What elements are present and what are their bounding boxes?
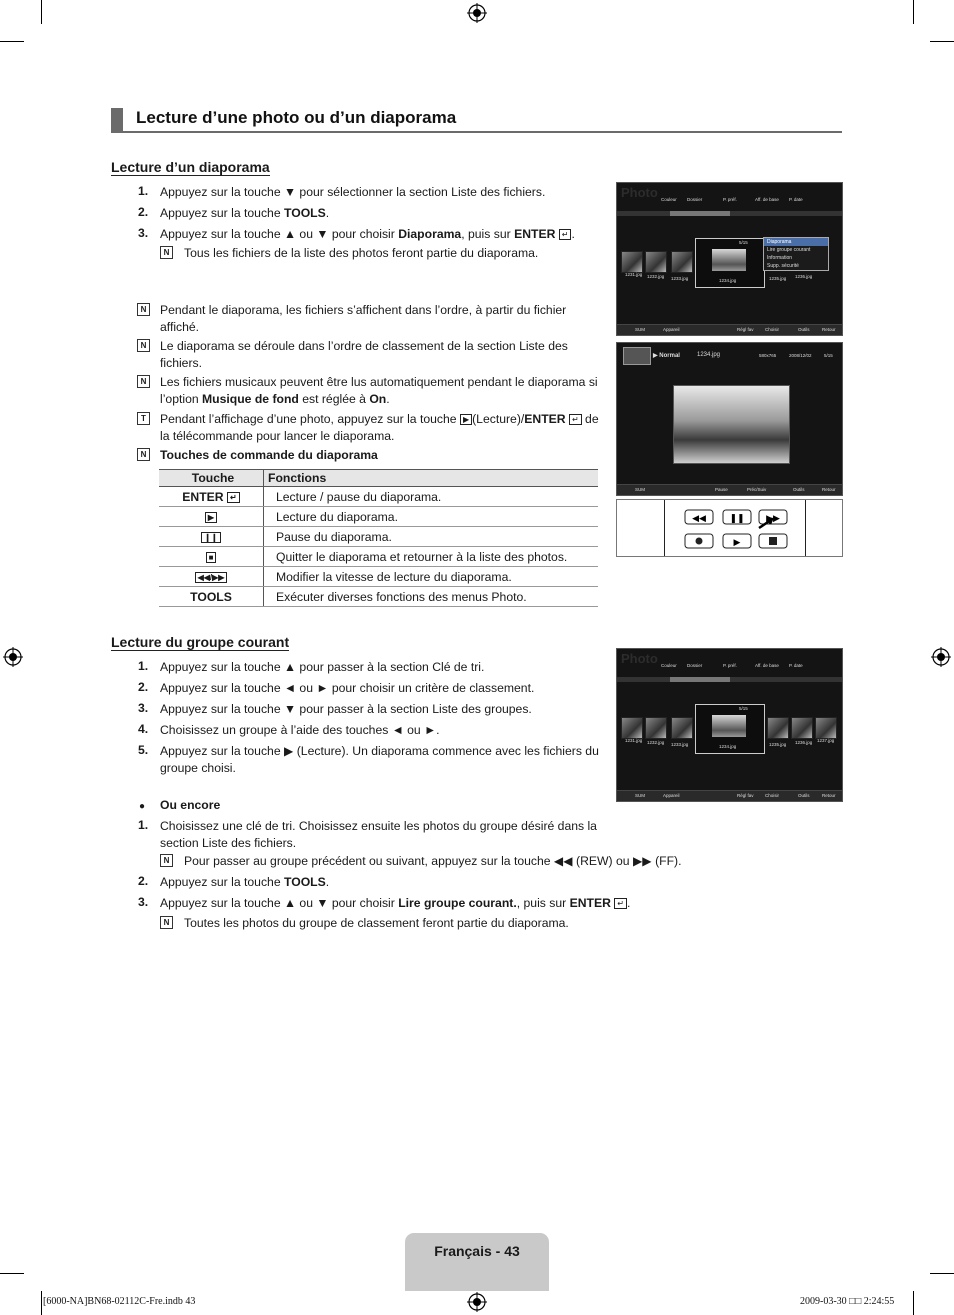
control-keys-table [159,469,598,607]
title-rule [111,131,842,133]
or-label: Ou encore [160,798,221,812]
step-number: 2. [138,874,149,888]
photo-thumbnail [621,251,643,273]
table-row [159,487,598,507]
crop-mark [930,41,954,42]
function-cell: Exécuter diverses fonctions des menus Photo. [264,587,599,607]
function-cell: Pause du diaporama. [264,527,599,547]
function-cell: Quitter le diaporama et retourner à la liste des photos. [264,547,599,567]
thumbnail-strip [621,717,693,739]
footer-item: Appareil [663,793,680,798]
file-name: 1232.jpg [647,740,665,745]
sort-tab: P. date [789,663,803,668]
crop-mark [913,0,914,24]
table-row [159,527,598,547]
enter-key-icon: ↵ [559,229,572,240]
svg-text:▶▶: ▶▶ [766,514,780,524]
photo-thumbnail [815,717,837,739]
footer-item: Régl fav [737,793,754,798]
sort-tab: P. date [789,197,803,202]
thumbnail-strip [621,251,693,273]
screen-title: Photo [621,651,658,666]
file-counter: 5/15 [739,706,748,711]
stop-key-icon: ■ [206,552,217,563]
step-number: 1. [138,184,149,198]
displayed-photo [673,385,790,464]
file-name: 1235.jpg [769,742,787,747]
footer-item: Outils [793,487,805,492]
step-text: Appuyez sur la touche TOOLS. [160,875,330,889]
footer-item: Appareil [663,327,680,332]
key-cell [159,567,264,587]
photo-thumbnail [671,717,693,739]
sort-tab: Dossier [687,197,703,202]
function-cell: Modifier la vitesse de lecture du diaporama. [264,567,599,587]
enter-key-icon: ↵ [569,414,582,425]
title-accent-bar [111,108,123,132]
photo-browser-screen-2 [616,648,843,802]
crop-mark [41,0,42,24]
footer-item: Outils [798,793,810,798]
note-text: Le diaporama se déroule dans l’ordre de classement de la section Liste des fichiers. [160,339,568,370]
playback-buttons-icon [683,508,793,552]
selected-photo [712,715,746,737]
file-name: 1234.jpg [719,744,737,749]
svg-text:◀◀: ◀◀ [692,514,706,524]
sort-tab: Couleur [661,663,677,668]
file-name: 1236.jpg [795,274,813,279]
screen-footer [617,324,842,335]
footer-item: SUM [635,793,645,798]
footer-item: SUM [635,487,645,492]
note-icon: N [160,916,173,929]
file-counter: 5/15 [739,240,748,245]
footer-item: Retour [822,487,836,492]
section-heading-group: Lecture du groupe courant [111,634,290,650]
footer-item: SUM [635,327,645,332]
page-number: Français - 43 [434,1243,520,1259]
screen-footer [617,484,842,495]
step-number: 3. [138,895,149,909]
registration-mark-icon [931,647,951,667]
file-name: 1232.jpg [647,274,665,279]
step-number: 5. [138,743,149,757]
selected-photo [712,249,746,271]
note-icon: N [137,303,150,316]
step-text: Appuyez sur la touche ▲ ou ▼ pour choisir Diaporama, puis sur ENTER ↵ . [160,227,575,241]
sort-tab: Aff. de base [755,663,779,668]
print-info-right: 2009-03-30 □□ 2:24:55 [800,1296,895,1307]
resolution: 580x765 [759,353,777,358]
step-number: 4. [138,722,149,736]
table-row [159,507,598,527]
remote-buttons-illustration [616,499,843,557]
file-counter: 5/15 [824,353,833,358]
page-number-tab [405,1233,549,1291]
file-name: 1231.jpg [625,272,643,277]
tip-icon: T [137,412,150,425]
file-name: 1234.jpg [719,278,737,283]
registration-mark-icon [467,1292,487,1312]
footer-item: Pause [715,487,728,492]
note-icon: N [160,854,173,867]
note-icon: N [137,448,150,461]
enter-key-icon: ↵ [227,492,240,503]
note-icon: N [137,339,150,352]
note-text: Tous les fichiers de la liste des photos feront partie du diaporama. [184,246,539,260]
svg-text:▶: ▶ [733,538,741,548]
step-text: Appuyez sur la touche ▲ ou ▼ pour choisir Lire groupe courant., puis sur ENTER ↵ . [160,896,631,910]
enter-key-icon: ↵ [614,898,627,909]
key-cell: ENTER ↵ [159,487,264,507]
sort-tab: Dossier [687,663,703,668]
step-text: Appuyez sur la touche ◄ ou ► pour choisir un critère de classement. [160,681,535,695]
menu-item-information[interactable]: Information [767,255,793,261]
table-row [159,567,598,587]
file-name: 1236.jpg [795,740,813,745]
step-text: Appuyez sur la touche TOOLS. [160,206,330,220]
table-row [159,587,598,607]
section-heading-slideshow: Lecture d’un diaporama [111,159,270,175]
registration-mark-icon [3,647,23,667]
crop-mark [0,41,24,42]
note-icon: N [137,375,150,388]
group-bar-selected [670,211,730,216]
file-name: 1237.jpg [817,738,835,743]
step-text: Appuyez sur la touche ▲ pour passer à la section Clé de tri. [160,660,485,674]
screen-title: Photo [621,185,658,200]
group-bar-selected [670,677,730,682]
step-text: Choisissez une clé de tri. Choisissez ensuite les photos du groupe désiré dans la section Liste des fichiers. [160,819,597,850]
file-name: 1233.jpg [671,276,689,281]
step-number: 1. [138,659,149,673]
step-text: Appuyez sur la touche ▼ pour sélectionner la section Liste des fichiers. [160,185,546,199]
table-caption: Touches de commande du diaporama [160,448,378,462]
key-cell [159,527,264,547]
table-header: Fonctions [264,470,599,487]
file-name: 1233.jpg [671,742,689,747]
crop-mark [913,1291,914,1315]
file-name: 1234.jpg [697,352,721,358]
photo-mode-icon [623,347,651,365]
crop-mark [41,1291,42,1315]
note-text: Pendant l’affichage d’une photo, appuyez sur la touche ▶ (Lecture)/ENTER ↵ de la télécommande pour lancer le diaporama. [160,412,599,443]
photo-thumbnail [791,717,813,739]
tools-popup-menu [763,237,829,271]
photo-thumbnail [645,717,667,739]
key-cell [159,507,264,527]
photo-thumbnail [621,717,643,739]
crop-mark [930,1273,954,1274]
note-text: Pendant le diaporama, les fichiers s’affichent dans l’ordre, à partir du fichier affiché. [160,303,567,334]
screen-footer [617,790,842,801]
step-text: Choisissez un groupe à l’aide des touches ◄ ou ►. [160,723,440,737]
menu-item-slideshow[interactable]: Diaporama [764,238,828,246]
svg-text:❚❚: ❚❚ [729,514,745,524]
step-number: 2. [138,205,149,219]
menu-item-play-group[interactable]: Lire groupe courant [767,247,811,253]
view-mode: ▶ Normal [653,353,680,359]
note-text: Les fichiers musicaux peuvent être lus automatiquement pendant le diaporama si l’option Musique de fond est réglée à On. [160,375,598,406]
photo-thumbnail [645,251,667,273]
thumbnail-strip [767,717,837,739]
sort-tab: P. préf. [723,663,737,668]
key-cell [159,547,264,567]
sort-tab: P. préf. [723,197,737,202]
file-name: 1235.jpg [769,276,787,281]
footer-item: Préc/Suiv [747,487,767,492]
step-text: Appuyez sur la touche ▼ pour passer à la section Liste des groupes. [160,702,532,716]
key-cell: TOOLS [159,587,264,607]
step-number: 2. [138,680,149,694]
photo-viewer-screen [616,342,843,496]
file-name: 1231.jpg [625,738,643,743]
function-cell: Lecture / pause du diaporama. [264,487,599,507]
step-number: 3. [138,226,149,240]
print-info-left: [6000-NA]BN68-02112C-Fre.indb 43 [43,1296,196,1307]
play-key-icon: ▶ [460,414,472,425]
footer-item: Retour [822,327,836,332]
sort-tab: Aff. de base [755,197,779,202]
function-cell: Lecture du diaporama. [264,507,599,527]
photo-thumbnail [671,251,693,273]
step-text: Appuyez sur la touche ▶ (Lecture). Un diaporama commence avec les fichiers du groupe choisi. [160,744,599,775]
crop-mark [0,1273,24,1274]
note-icon: N [160,246,173,259]
footer-item: Choisir [765,327,780,332]
page-title: Lecture d’une photo ou d’un diaporama [136,108,457,127]
footer-item: Choisir [765,793,780,798]
step-number: 3. [138,701,149,715]
photo-date: 2008/12/02 [789,353,812,358]
photo-browser-screen-1 [616,182,843,336]
table-row [159,547,598,567]
play-key-icon: ▶ [205,512,217,523]
rew-ff-key-icon: ◀◀/▶▶ [195,572,228,583]
sort-tab: Couleur [661,197,677,202]
registration-mark-icon [467,3,487,23]
footer-item: Outils [798,327,810,332]
pause-key-icon: ❙❙ [201,532,220,543]
footer-item: Retour [822,793,836,798]
note-text: Pour passer au groupe précédent ou suivant, appuyez sur la touche ◀◀ (REW) ou ▶▶ (FF). [184,854,682,868]
photo-thumbnail [767,717,789,739]
table-header: Touche [159,470,264,487]
footer-item: Régl fav [737,327,754,332]
step-number: 1. [138,818,149,832]
menu-item-safe-remove[interactable]: Supp. sécurité [767,263,799,269]
bullet: ● [139,801,146,812]
note-text: Toutes les photos du groupe de classement feront partie du diaporama. [184,916,569,930]
